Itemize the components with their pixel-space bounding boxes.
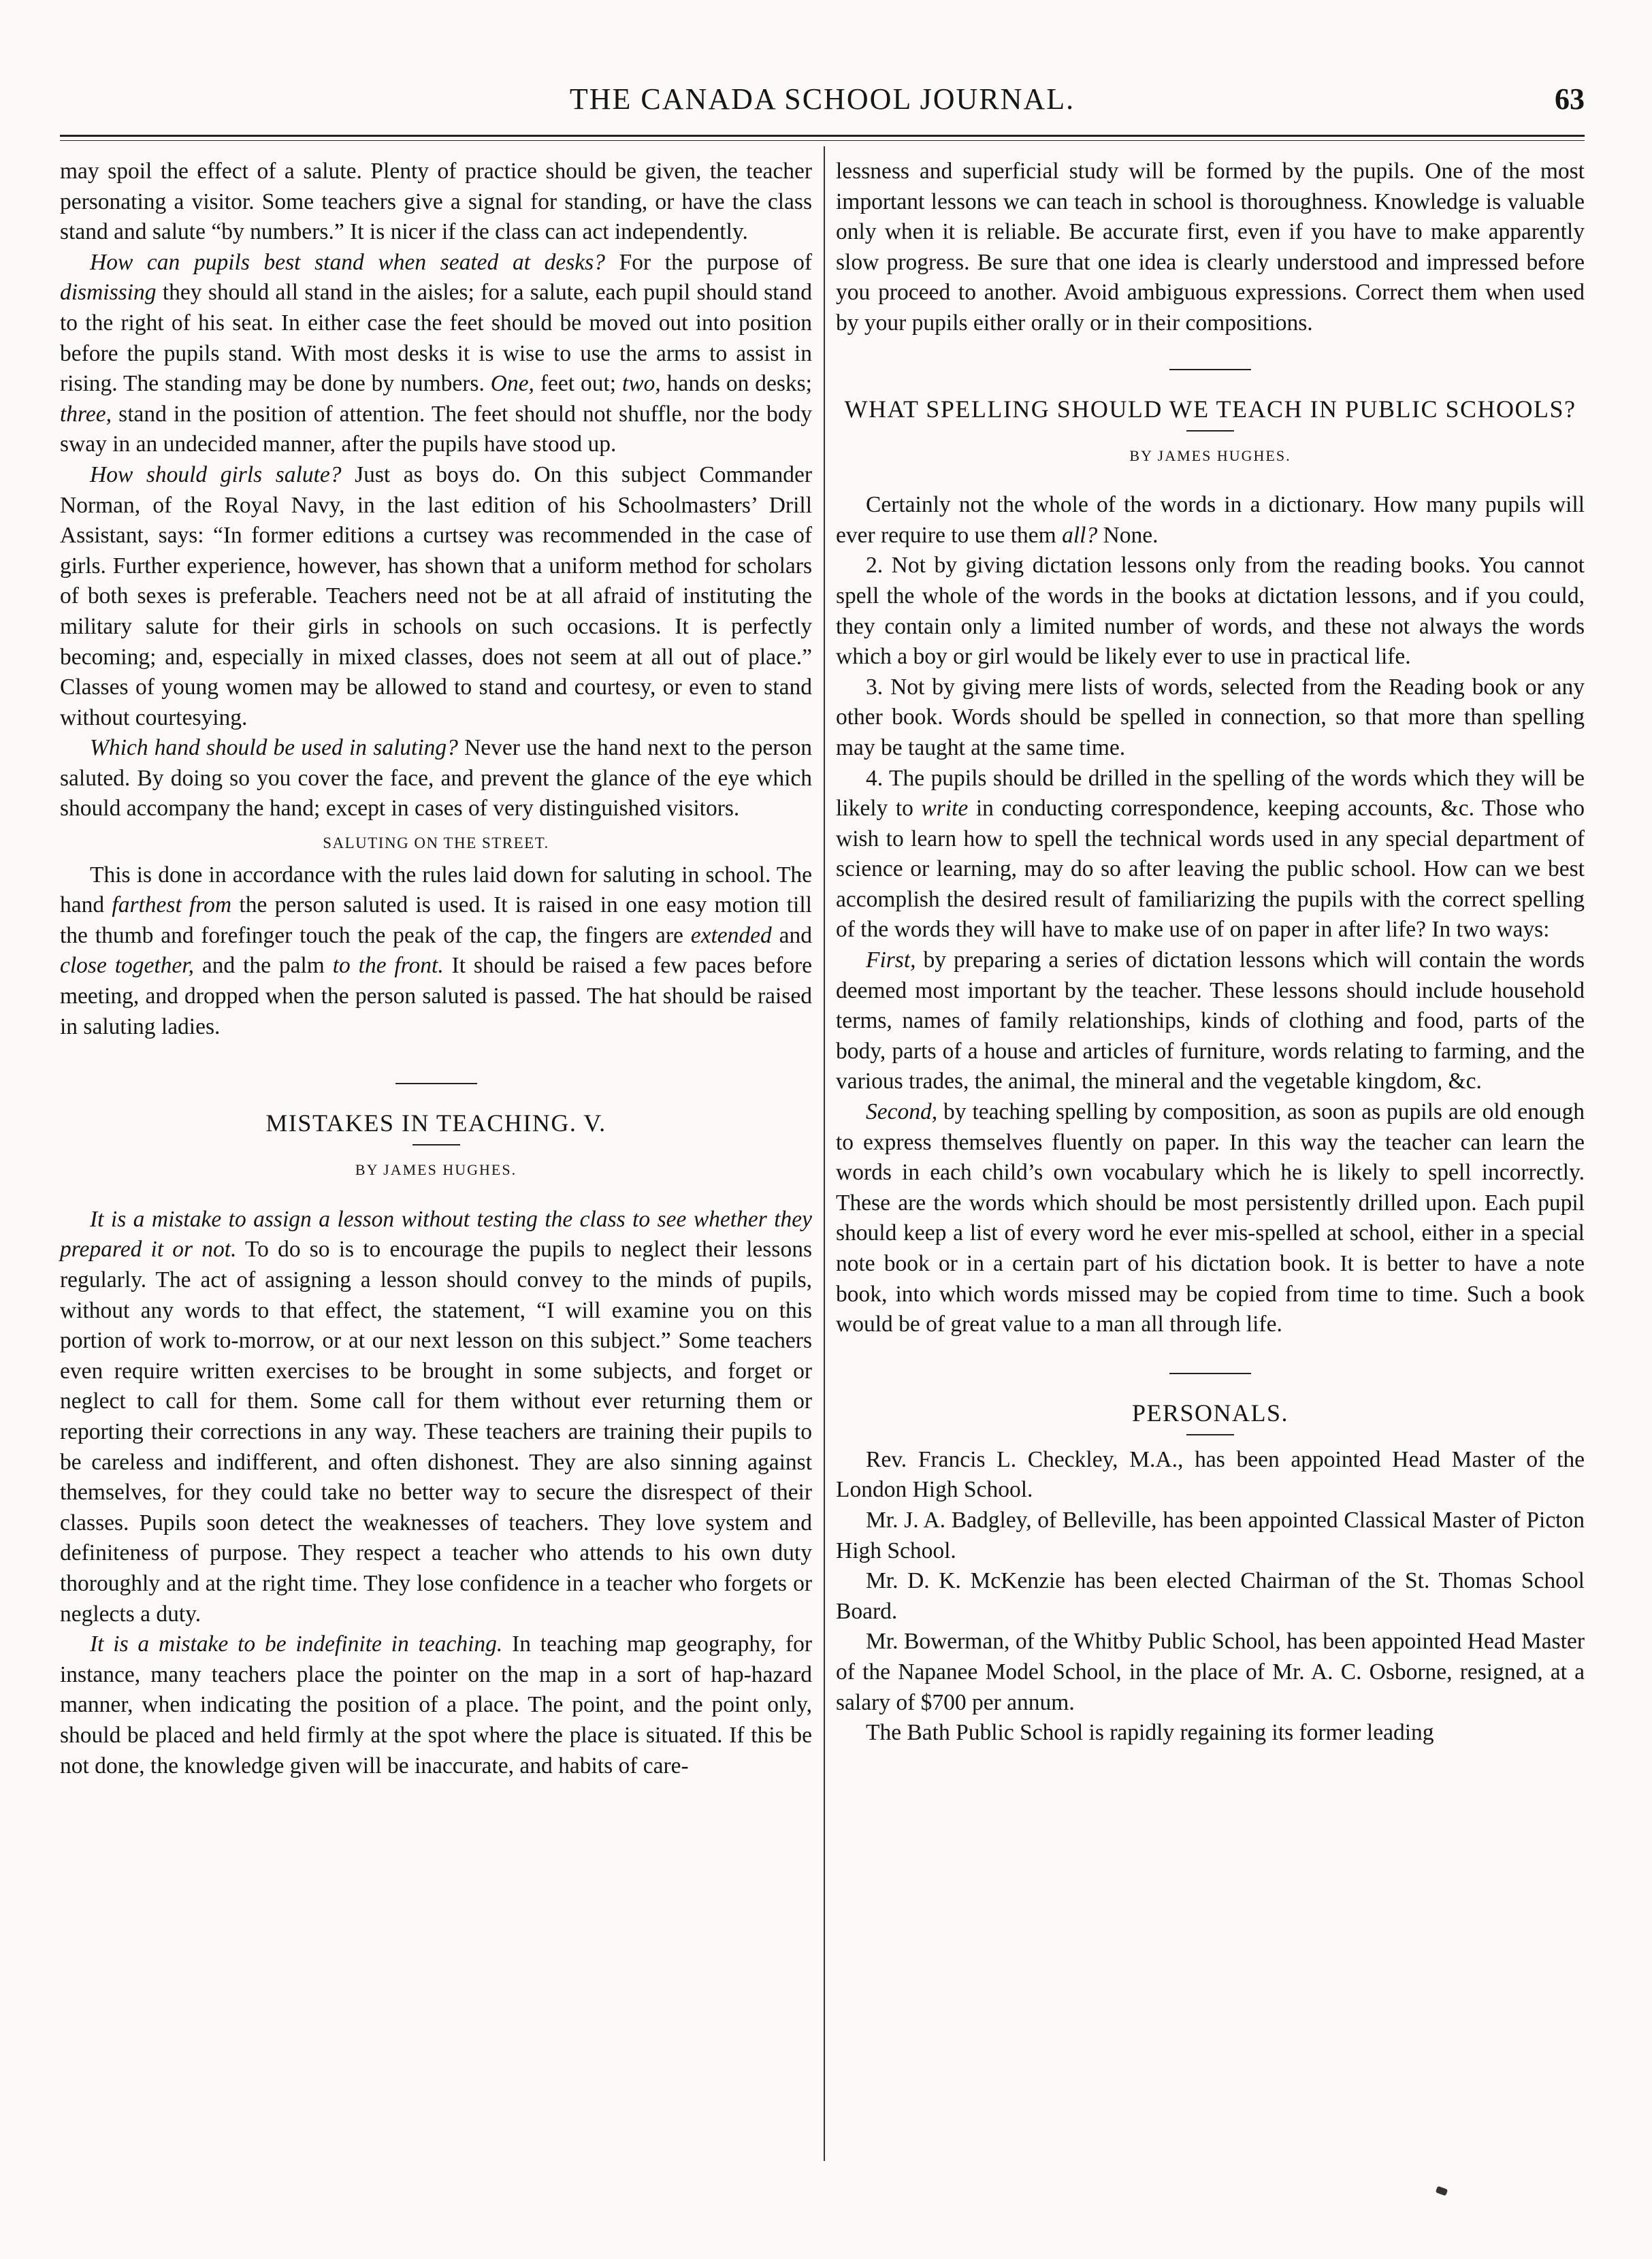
article-heading-mistakes: MISTAKES IN TEACHING. V.	[265, 1109, 606, 1137]
subheading-saluting-street: SALUTING ON THE STREET.	[323, 834, 549, 852]
paragraph: Which hand should be used in saluting? Never use the hand next to the person saluted. By doing so you cover the face, and prevent the glance of the eye which should accompany the hand; except in cases of very distinguished visitors.	[60, 735, 812, 822]
right-column	[836, 157, 1585, 1749]
header-rule-thin	[60, 140, 1585, 141]
column-divider	[824, 146, 825, 2161]
section-rule	[1169, 369, 1251, 370]
running-head	[60, 80, 1585, 128]
paragraph: This is done in accordance with the rules laid down for saluting in school. The hand farthest from the person saluted is used. It is raised in one easy motion till the thumb and forefinger touch the peak of the cap, the fingers are extended and close together, and the palm to the front. It should be raised a few paces before meeting, and dropped when the person saluted is passed. The hat should be raised in saluting ladies.	[60, 862, 812, 1039]
left-column	[60, 157, 812, 1781]
short-rule	[412, 1144, 460, 1145]
short-rule	[1186, 430, 1234, 432]
section-rule	[1169, 1373, 1251, 1374]
paragraph: How can pupils best stand when seated at desks? For the purpose of dismissing they should all stand in the aisles; for a salute, each pupil should stand to the right of his seat. In either case the feet should be moved out into position before the pupils stand. With most desks it is wise to use the arms to assist in rising. The standing may be done by numbers. One, feet out; two, hands on desks; three, stand in the position of attention. The feet should not shuffle, nor the body sway in an undecided manner, after the pupils have stood up.	[60, 249, 812, 457]
ink-mark	[1436, 2186, 1448, 2196]
section-rule	[395, 1083, 477, 1084]
paragraph: 4. The pupils should be drilled in the spelling of the words which they will be likely to write in conducting correspondence, keeping accounts, &c. Those who wish to learn how to spell the technical words used in any special department of science or learning, may do so after leaving the public school. How can we best accomplish the desired result of familiarizing the pupils with the correct spelling of the words they will have to make use of on paper in after life? In two ways:	[836, 765, 1585, 943]
byline: BY JAMES HUGHES.	[1129, 446, 1291, 464]
paragraph: First, by preparing a series of dictation lessons which will contain the words deemed most important by the teacher. These lessons should include household terms, names of family relationships, kinds of clothing and food, parts of the body, parts of a house and articles of furniture, words relating to farming, and the various trades, the animal, the mineral and the vegetable kingdom, &c.	[836, 947, 1585, 1094]
paragraph: Certainly not the whole of the words in a dictionary. How many pupils will ever require to use them all? None.	[836, 492, 1585, 548]
byline: BY JAMES HUGHES.	[355, 1161, 517, 1179]
paragraph: Rev. Francis L. Checkley, M.A., has been appointed Head Master of the London High School.	[836, 1446, 1585, 1503]
paragraph: It is a mistake to assign a lesson without testing the class to see whether they prepared it or not. To do so is to encourage the pupils to neglect their lessons regularly. The act of assigning a lesson should convey to the minds of pupils, without any words to that effect, the statement, “I will examine you on this portion of work to-morrow, or at our next lesson on this subject.” Some teachers even require written exercises to be brought in some subjects, and forget or neglect to call for them. Some call for them without ever returning them or reporting their corrections in any way. These teachers are training their pupils to be careless and indifferent, and often dishonest. They are also sinning against themselves, for they could take no better way to secure the disrespect of their classes. Pupils soon detect the weaknesses of teachers. They love system and definiteness of purpose. They respect a teacher who attends to his own duty thoroughly and at the right time. They lose confidence in a teacher who forgets or neglects a duty.	[60, 1206, 812, 1627]
header-rule	[60, 135, 1585, 137]
paragraph: Mr. D. K. McKenzie has been elected Chairman of the St. Thomas School Board.	[836, 1568, 1585, 1624]
paragraph: The Bath Public School is rapidly regaining its former leading	[866, 1720, 1434, 1746]
journal-title: THE CANADA SCHOOL JOURNAL.	[569, 82, 1075, 116]
article-heading-spelling: WHAT SPELLING SHOULD WE TEACH IN PUBLIC SCHOOLS?	[844, 395, 1576, 423]
paragraph: Second, by teaching spelling by composition, as soon as pupils are old enough to express themselves fluently on paper. In this way the teacher can learn the words in each child’s own vocabulary which he is likely to spell incorrectly. These are the words which should be most persistently drilled upon. Each pupil should keep a list of every word he ever mis-spelled at school, either in a special note book or in a certain part of his dictation book. It is better to have a note book, into which words missed may be copied from time to time. Such a book would be of great value to a man all through life.	[836, 1099, 1585, 1337]
article-heading-personals: PERSONALS.	[1131, 1399, 1289, 1427]
paragraph: Mr. J. A. Badgley, of Belleville, has been appointed Classical Master of Picton High School.	[836, 1507, 1585, 1563]
paragraph: How should girls salute? Just as boys do. On this subject Commander Norman, of the Royal Navy, in the last edition of his Schoolmasters’ Drill Assistant, says: “In former editions a curtsey was recommended in the case of girls. Further experience, however, has shown that a uniform method for scholars of both sexes is preferable. Teachers need not be at all afraid of instituting the military salute for their girls in schools on such occasions. It is perfectly becoming; and, especially in mixed classes, does not seem at all out of place.” Classes of young women may be allowed to stand and courtesy, or even to stand without courtesying.	[60, 461, 812, 730]
paragraph: 3. Not by giving mere lists of words, selected from the Reading book or any other book. Words should be spelled in connection, so that more than spelling may be taught at the same time.	[836, 674, 1585, 760]
page-number: 63	[1555, 82, 1585, 116]
short-rule	[1186, 1434, 1234, 1435]
paragraph: may spoil the effect of a salute. Plenty of practice should be given, the teacher personating a visitor. Some teachers give a signal for standing, or have the class stand and salute “by numbers.” It is nicer if the class can act independently.	[60, 159, 812, 245]
paragraph: It is a mistake to be indefinite in teaching. In teaching map geography, for instance, many teachers place the pointer on the map in a sort of hap-hazard manner, when indicating the position of a place. The point, and the point only, should be placed and held firmly at the spot where the place is situated. If this be not done, the knowledge given will be inaccurate, and habits of care-	[60, 1631, 812, 1778]
paragraph: lessness and superficial study will be formed by the pupils. One of the most important lessons we can teach in school is thoroughness. Knowledge is valuable only when it is reliable. Be accurate first, even if you have to make apparently slow progress. Be sure that one idea is clearly understood and impressed before you proceed to another. Avoid ambiguous expressions. Correct them when used by your pupils either orally or in their compositions.	[836, 159, 1585, 336]
paragraph: 2. Not by giving dictation lessons only from the reading books. You cannot spell the whole of the words in the books at dictation lessons, and if you could, they contain only a limited number of words, and these not always the words which a boy or girl would be likely ever to use in practical life.	[836, 553, 1585, 670]
paragraph: Mr. Bowerman, of the Whitby Public School, has been appointed Head Master of the Napanee Model School, in the place of Mr. A. C. Osborne, resigned, at a salary of $700 per annum.	[836, 1629, 1585, 1715]
